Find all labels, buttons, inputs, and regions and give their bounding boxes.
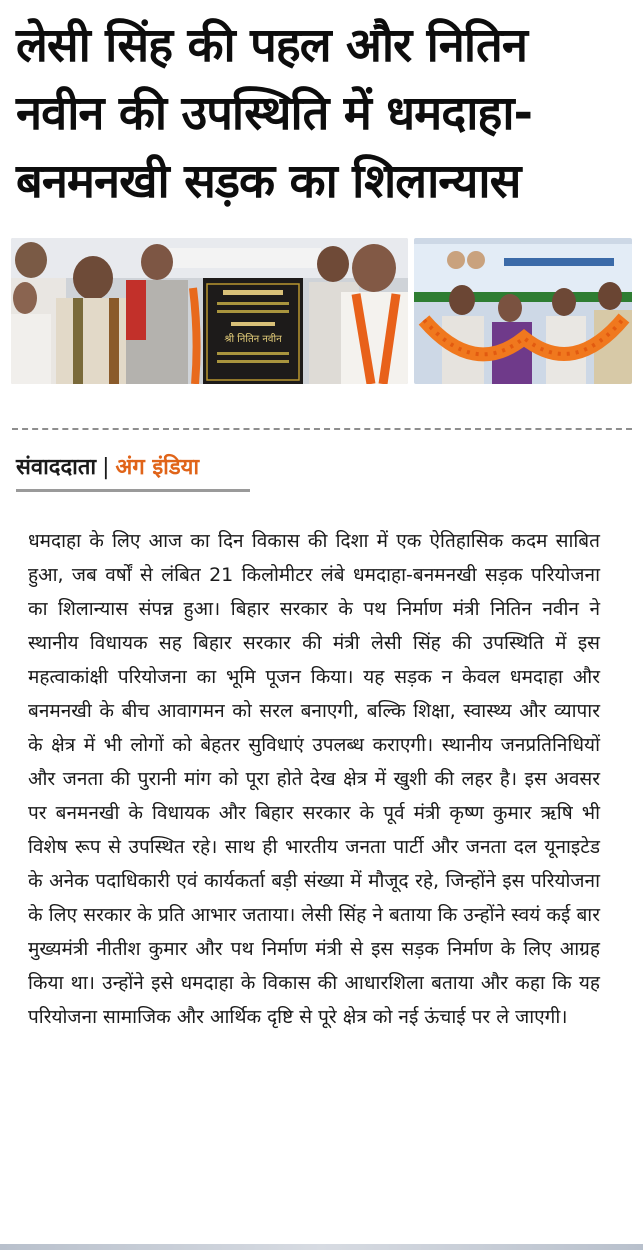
byline-underline — [16, 489, 250, 492]
article-body: धमदाहा के लिए आज का दिन विकास की दिशा में एक ऐतिहासिक कदम साबित हुआ, जब वर्षों से लंबित 21 किलोमीटर लंबे धमदाहा-बनमनखी सड़क परियोजना का शिलान्यास संपन्न हुआ। बिहार सरकार के पथ निर्माण मंत्री नितिन नवीन ने स्थानीय विधायक सह बिहार सरकार की मंत्री लेसी सिंह की उपस्थिति में इस महत्वाकांक्षी परियोजना का भूमि पूजन किया। यह सड़क न केवल धमदाहा और बनमनखी के बीच आवागमन को सरल बनाएगी, बल्कि शिक्षा, स्वास्थ्य और व्यापार के क्षेत्र में भी लोगों को बेहतर सुविधाएं उपलब्ध कराएगी। स्थानीय जनप्रतिनिधियों और जनता की पुरानी मांग को पूरा होते देख क्षेत्र में खुशी की लहर है। इस अवसर पर बनमनखी के विधायक और बिहार सरकार के पूर्व मंत्री कृष्ण कुमार ऋषि भी विशेष रूप से उपस्थित रहे। साथ ही भारतीय जनता पार्टी और जनता दल यूनाइटेड के अनेक पदाधिकारी एवं कार्यकर्ता बड़ी संख्या में मौजूद रहे, जिन्होंने इस परियोजना के लिए सरकार के प्रति आभार जताया। लेसी सिंह ने बताया कि उन्होंने स्वयं कई बार मुख्यमंत्री नीतीश कुमार और पथ निर्माण मंत्री से इस सड़क निर्माण के लिए आग्रह किया था। उन्होंने इसे धमदाहा के विकास की आधारशिला बताया और कहा कि यह परियोजना सामाजिक और आर्थिक दृष्टि से पूरे क्षेत्र को नई ऊंचाई पर ले जाएगी। — [28, 530, 600, 1028]
headline: लेसी सिंह की पहल और नितिन नवीन की उपस्थिति में धमदाहा-बनमनखी सड़क का शिलान्यास — [16, 18, 533, 209]
bottom-edge-strip — [0, 1244, 643, 1250]
section-divider — [12, 428, 632, 430]
byline — [16, 451, 199, 485]
photo-garland-welcome-image — [414, 238, 632, 384]
byline-separator: | — [102, 455, 110, 480]
byline-label: संवाददाता — [16, 455, 97, 480]
plaque-name: श्री नितिन नवीन — [224, 334, 282, 345]
photo-foundation-ceremony-image — [11, 238, 408, 384]
photo-garland-welcome — [414, 238, 632, 384]
byline-source: अंग इंडिया — [115, 455, 200, 480]
photo-foundation-ceremony — [11, 238, 408, 384]
